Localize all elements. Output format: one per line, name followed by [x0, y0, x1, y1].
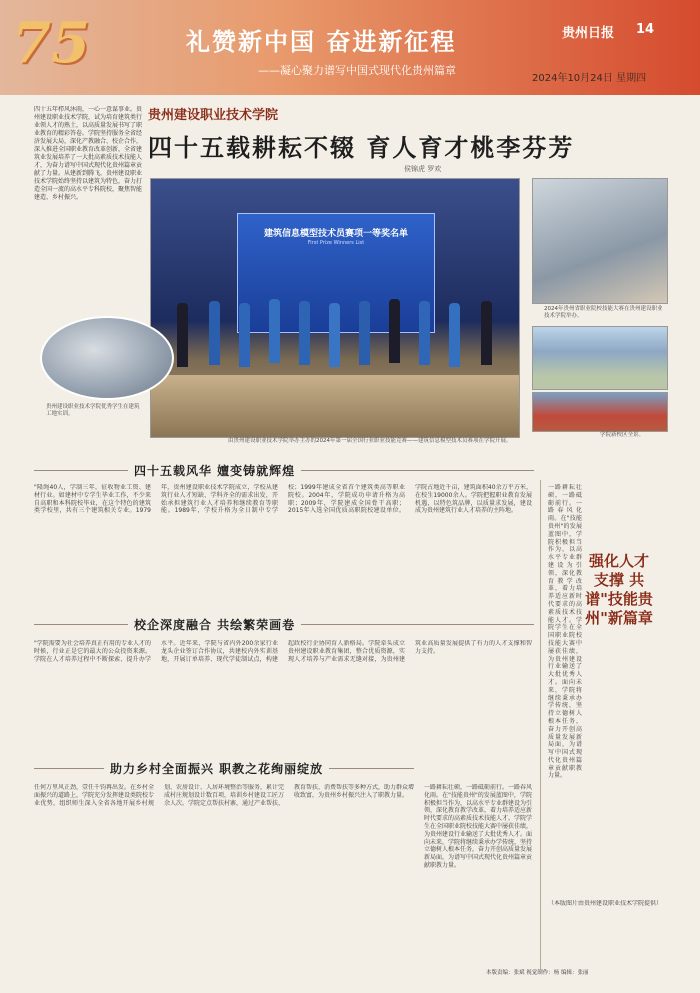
- header-banner: [0, 0, 700, 95]
- person-figure: [359, 301, 370, 365]
- person-figure: [449, 303, 460, 367]
- lead-paragraph: 四十五年栉风沐雨，一心一意谋事业。贵州建设职业技术学院，试为培育建筑类行业领人才的熟土，以高质量发展书写了职业教育的精彩答卷。学院坚持服务全省经济发展大局，深化产教融合、校企合作，深入推进全国职业教育改革创新，全省建筑业发展培养了一大批高素质技术技能人才，为奋力谱写中国式现代化贵州篇章贡献了力量。从建新到腾飞，贵州建设职业技术学院始终坚持以建筑为特色，奋力打造全国一流的高水平专科院校，聚焦智能建造、乡村振兴。: [34, 106, 142, 201]
- section-heading: 助力乡村全面振兴 职教之花绚丽绽放: [104, 760, 329, 777]
- award-screen-title: 建筑信息模型技术员赛项一等奖名单: [263, 229, 408, 239]
- column-divider: [540, 480, 541, 970]
- article-kicker: 贵州建设职业技术学院: [148, 108, 279, 123]
- campus-photo-caption: 学院新校区全景。: [600, 432, 645, 438]
- person-figure: [269, 299, 280, 363]
- page-number: 14: [636, 22, 655, 37]
- section-closing: （本版图片由贵州建设职业技术学院提供）: [548, 900, 663, 907]
- newspaper-name: 贵州日报: [562, 26, 615, 41]
- sports-field-photo: [532, 392, 668, 432]
- person-figure: [481, 301, 492, 365]
- person-figure: [329, 303, 340, 367]
- header-slogan: 礼赞新中国 奋进新征程: [186, 28, 457, 56]
- main-photo-caption: 由贵州建设职业技术学院举办主办的2024年第一届全国行业职业技能竞赛——建筑信息模型技术员赛项在学院开展。: [228, 438, 512, 444]
- award-screen-subtitle: First Prize Winners List: [307, 240, 365, 246]
- section-body: 任何万里风正劲，壹任千钧再出发。在乡村全面振兴的道路上，学院充分发挥建设类院校专业优势，组织师生深入全省各地开展乡村规划、农房设计、人居环境整治等服务，累计完成村庄规划设计数百项，培训乡村建设工匠万余人次。学院定点帮扶村寨，通过产业帮扶、教育帮扶、消费帮扶等多种方式，助力群众增收致富，为贵州乡村振兴注入了职教力量。: [34, 784, 414, 807]
- section-body: "隆绳40人，学制三年，征收物业工资、建材行业。如建材中专学生毕业工作，不少来自高职和本科院校毕业，在这个特色的建筑类学校里，共有三个建筑相关专业。1979年，贵州建设职业技术学院成立，学校从建筑行业人才短缺、学科齐全的需求出发，开始承担建筑行业人才培养和继续教育等职能。1989年，学校升格为全日制中专学校；1999年建成全省首个建筑类高等职业院校。2004年，学院成功申请升格为高职；2009年，学院建成全国骨干高职；2015年入选全国优质高职院校建设单位。学院占地近千亩，建筑面积40余万平方米，在校生19000余人。学院把握职业教育发展机遇，以特色筑品牌，以质量求发展，建设成为贵州建筑行业人才培养的主阵地。: [34, 484, 532, 515]
- person-figure: [239, 303, 250, 367]
- workshop-photo-caption: 2024年贵州省职业院校技能大赛在贵州建设职业技术学院举办。: [544, 306, 663, 319]
- section-body-right: 一路耕耘壮硕，一路砥砺前行。一路春风化雨。在"技能贵州"的发展蓝图中，学院积极担当作为，以高水平专业群建设为引领，深化教育教学改革，着力培养适应新时代要求的高素质技术技能人才。学院学生在全国职业院校技能大赛中屡获佳绩，为贵州建设行业输送了大批优秀人才。面向未来，学院将继续秉承办学传统，坚持立德树人根本任务，奋力开创高质量发展新局面，为谱写中国式现代化贵州篇章贡献职教力量。: [548, 484, 582, 780]
- workshop-photo: [532, 178, 668, 304]
- main-photo: [150, 178, 520, 438]
- article-byline: 侯锦虎 罗欢: [404, 165, 442, 173]
- section-body-continued: 一路耕耘壮硕，一路砥砺前行。一路春风化雨。在"技能贵州"的发展蓝图中，学院积极担当作为，以高水平专业群建设为引领，深化教育教学改革，着力培养适应新时代要求的高素质技术技能人才。学院学生在全国职业院校技能大赛中屡获佳绩，为贵州建设行业输送了大批优秀人才。面向未来，学院将继续秉承办学传统，坚持立德树人根本任务，奋力开创高质量发展新局面，为谱写中国式现代化贵州篇章贡献职教力量。: [424, 784, 532, 869]
- anniversary-badge: 75: [12, 10, 90, 76]
- site-training-caption: 贵州建设职业技术学院优秀学生在建筑工地实训。: [46, 404, 140, 417]
- person-figure: [389, 299, 400, 363]
- person-figure: [419, 301, 430, 365]
- person-figure: [177, 303, 188, 367]
- section-heading: 四十五载风华 嬗变铸就辉煌: [128, 462, 301, 479]
- section-body: "学院需要为社会培养真正有用的专业人才的时候，行业正是它的最大的公众投资来源。学院在人才培养过程中不断探索、提升办学水平。近年来，学院与省内外200余家行业龙头企业签订合作协议，共建校内外实训基地，开展订单培养、现代学徒制试点，构建起政校行企协同育人新格局。学院牵头成立贵州建设职业教育集团，整合优质资源，实现人才培养与产业需求无缝对接，为贵州建筑业高质量发展提供了有力的人才支撑和智力支持。: [34, 640, 532, 663]
- article-headline: 四十五载耕耘不辍 育人育才桃李芬芳: [148, 134, 575, 162]
- stage: [151, 375, 519, 437]
- person-figure: [209, 301, 220, 365]
- person-figure: [299, 301, 310, 365]
- page-footer: 本版责编：张斌 视觉制作：杨 编辑：张丽: [486, 970, 589, 976]
- site-training-photo: [40, 316, 174, 400]
- issue-date: 2024年10月24日 星期四: [532, 73, 647, 84]
- section-heading: 校企深度融合 共绘繁荣画卷: [128, 616, 301, 633]
- section-heading-vertical: 强化人才支撑 共谱"技能贵州"新篇章: [585, 552, 653, 627]
- campus-photo: [532, 326, 668, 390]
- header-subtitle: ——凝心聚力谱写中国式现代化贵州篇章: [258, 64, 456, 77]
